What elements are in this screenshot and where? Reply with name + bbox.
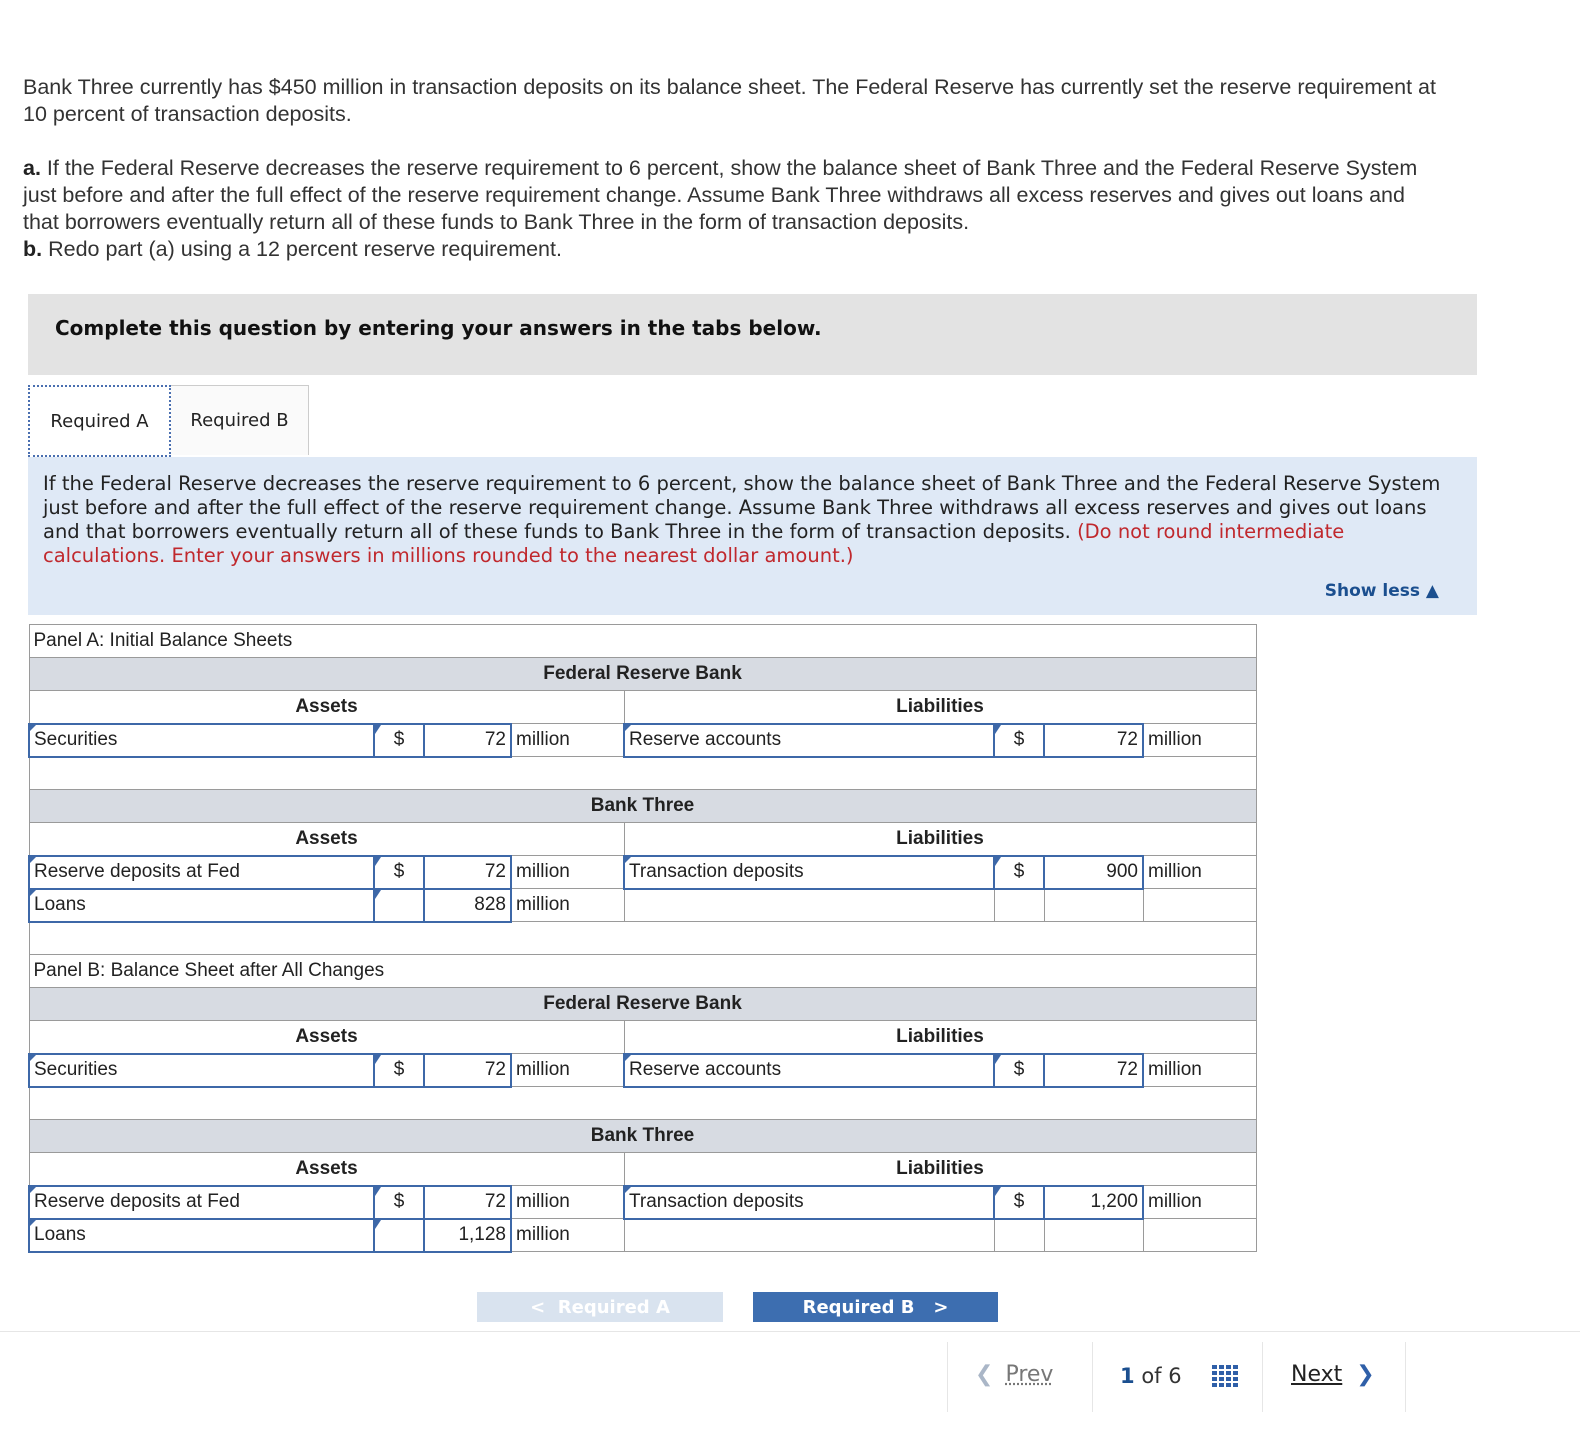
panel-a-bank-asset1-label[interactable]: Reserve deposits at Fed [29, 856, 374, 889]
empty-dollar-cell [374, 1219, 424, 1252]
empty-cell [1143, 889, 1256, 922]
assets-header: Assets [29, 691, 624, 724]
page-of: of [1141, 1364, 1162, 1388]
prev-required-button [477, 1292, 723, 1322]
empty-cell [1044, 1219, 1143, 1252]
chevron-right-icon: > [933, 1297, 949, 1318]
footer-prev-link[interactable] [975, 1362, 1053, 1387]
panel-b-fed-liab-value[interactable]: 72 [1044, 1054, 1143, 1087]
panel-a-fed-header: Federal Reserve Bank [29, 658, 1256, 691]
unit-million: million [511, 724, 624, 757]
panel-a-bank-header: Bank Three [29, 790, 1256, 823]
panel-b-fed-asset-label[interactable]: Securities [29, 1054, 374, 1087]
triangle-up-icon: ▲ [1425, 581, 1439, 601]
empty-cell [1044, 889, 1143, 922]
chevron-right-icon: ❯ [1356, 1362, 1375, 1387]
empty-dollar-cell [374, 889, 424, 922]
panel-b-bank-asset1-label[interactable]: Reserve deposits at Fed [29, 1186, 374, 1219]
next-required-button[interactable] [753, 1292, 998, 1322]
footer-divider [947, 1342, 948, 1412]
assets-header: Assets [29, 1021, 624, 1054]
unit-million: million [511, 1219, 624, 1252]
page-indicator [1120, 1364, 1182, 1388]
panel-b-bank-asset2-label[interactable]: Loans [29, 1219, 374, 1252]
dollar-sign: $ [994, 724, 1044, 757]
liabilities-header: Liabilities [624, 1153, 1256, 1186]
part-a-text: If the Federal Reserve decreases the reserve requirement to 6 percent, show the balance sheet of Bank Three and the Federal Reserve System just before and after the full effect of the reserve requirement change. Assume Bank Three withdraws all excess reserves and gives out loans and that borrowers eventually return all of these funds to Bank Three in the form of transaction deposits. [23, 156, 1418, 234]
unit-million: million [1143, 1054, 1256, 1087]
dollar-sign: $ [374, 856, 424, 889]
panel-b-bank-asset2-value[interactable]: 1,128 [424, 1219, 511, 1252]
part-a-label: a. [23, 156, 41, 180]
unit-million: million [511, 856, 624, 889]
footer-divider [1092, 1342, 1093, 1412]
empty-cell [624, 1219, 994, 1252]
liabilities-header: Liabilities [624, 823, 1256, 856]
next-required-label: Required B [802, 1297, 915, 1318]
unit-million: million [511, 1186, 624, 1219]
dollar-sign: $ [374, 724, 424, 757]
unit-million: million [1143, 1186, 1256, 1219]
instructions-text: Complete this question by entering your answers in the tabs below. [55, 316, 822, 340]
problem-statement [23, 74, 1443, 263]
panel-a-fed-asset-label[interactable]: Securities [29, 724, 374, 757]
problem-intro: Bank Three currently has $450 million in transaction deposits on its balance sheet. The Federal Reserve has currently set the reserve requirement at 10 percent of transaction deposits. [23, 75, 1436, 126]
footer-navigation [0, 1331, 1580, 1431]
assets-header: Assets [29, 1153, 624, 1186]
panel-b-fed-asset-value[interactable]: 72 [424, 1054, 511, 1087]
panel-a-bank-asset1-value[interactable]: 72 [424, 856, 511, 889]
panel-a-bank-liab-label[interactable]: Transaction deposits [624, 856, 994, 889]
show-less-toggle[interactable] [1325, 581, 1439, 601]
empty-cell [1143, 1219, 1256, 1252]
empty-cell [624, 889, 994, 922]
problem-part-b [23, 236, 1443, 263]
panel-a-fed-liab-label[interactable]: Reserve accounts [624, 724, 994, 757]
panel-a-bank-liab-value[interactable]: 900 [1044, 856, 1143, 889]
dollar-sign: $ [374, 1054, 424, 1087]
panel-b-bank-liab-value[interactable]: 1,200 [1044, 1186, 1143, 1219]
empty-cell [994, 1219, 1044, 1252]
panel-b-title: Panel B: Balance Sheet after All Changes [29, 955, 1256, 988]
unit-million: million [1143, 724, 1256, 757]
page-current: 1 [1120, 1364, 1135, 1388]
dollar-sign: $ [994, 856, 1044, 889]
unit-million: million [511, 889, 624, 922]
panel-b-fed-header: Federal Reserve Bank [29, 988, 1256, 1021]
panel-a-bank-asset2-value[interactable]: 828 [424, 889, 511, 922]
footer-prev-label: Prev [1005, 1362, 1054, 1387]
tab-required-b[interactable]: Required B [171, 385, 309, 455]
panel-b-bank-asset1-value[interactable]: 72 [424, 1186, 511, 1219]
footer-divider [1405, 1342, 1406, 1412]
instructions-bar [28, 294, 1477, 375]
panel-b-fed-liab-label[interactable]: Reserve accounts [624, 1054, 994, 1087]
dollar-sign: $ [994, 1054, 1044, 1087]
prev-required-label: Required A [557, 1297, 670, 1318]
question-info-panel [28, 457, 1477, 615]
assets-header: Assets [29, 823, 624, 856]
info-text-block [43, 472, 1453, 568]
tab-required-a[interactable]: Required A [28, 385, 171, 457]
problem-part-a [23, 155, 1443, 236]
footer-next-link[interactable] [1291, 1362, 1375, 1387]
balance-sheet-table [28, 624, 1257, 1253]
panel-b-bank-liab-label[interactable]: Transaction deposits [624, 1186, 994, 1219]
info-rounding-note: (Do not round intermediate calculations. Enter your answers in millions rounded to the nearest dollar amount.) [43, 520, 1345, 567]
part-b-text: Redo part (a) using a 12 percent reserve requirement. [42, 237, 562, 261]
empty-cell [994, 889, 1044, 922]
dollar-sign: $ [994, 1186, 1044, 1219]
panel-b-bank-header: Bank Three [29, 1120, 1256, 1153]
footer-next-label: Next [1291, 1362, 1343, 1387]
unit-million: million [1143, 856, 1256, 889]
dollar-sign: $ [374, 1186, 424, 1219]
chevron-left-icon: ❮ [975, 1362, 994, 1387]
panel-a-title: Panel A: Initial Balance Sheets [29, 625, 1256, 658]
info-text: If the Federal Reserve decreases the reserve requirement to 6 percent, show the balance sheet of Bank Three and the Federal Reserve System just before and after the full effect of the reserve requirement change. Assume Bank Three withdraws all excess reserves and gives out loans and that borrowers eventually return all of these funds to Bank Three in the form of transaction deposits. [43, 472, 1441, 543]
spacer-row [29, 757, 1256, 790]
part-b-label: b. [23, 237, 43, 261]
page-total: 6 [1168, 1364, 1182, 1388]
chevron-left-icon: < [530, 1297, 546, 1318]
spacer-row [29, 922, 1256, 955]
spacer-row [29, 1087, 1256, 1120]
unit-million: million [511, 1054, 624, 1087]
liabilities-header: Liabilities [624, 691, 1256, 724]
grid-icon[interactable] [1212, 1365, 1238, 1389]
liabilities-header: Liabilities [624, 1021, 1256, 1054]
panel-a-fed-liab-value[interactable]: 72 [1044, 724, 1143, 757]
panel-a-fed-asset-value[interactable]: 72 [424, 724, 511, 757]
panel-a-bank-asset2-label[interactable]: Loans [29, 889, 374, 922]
show-less-label: Show less [1324, 581, 1420, 601]
footer-divider [1262, 1342, 1263, 1412]
